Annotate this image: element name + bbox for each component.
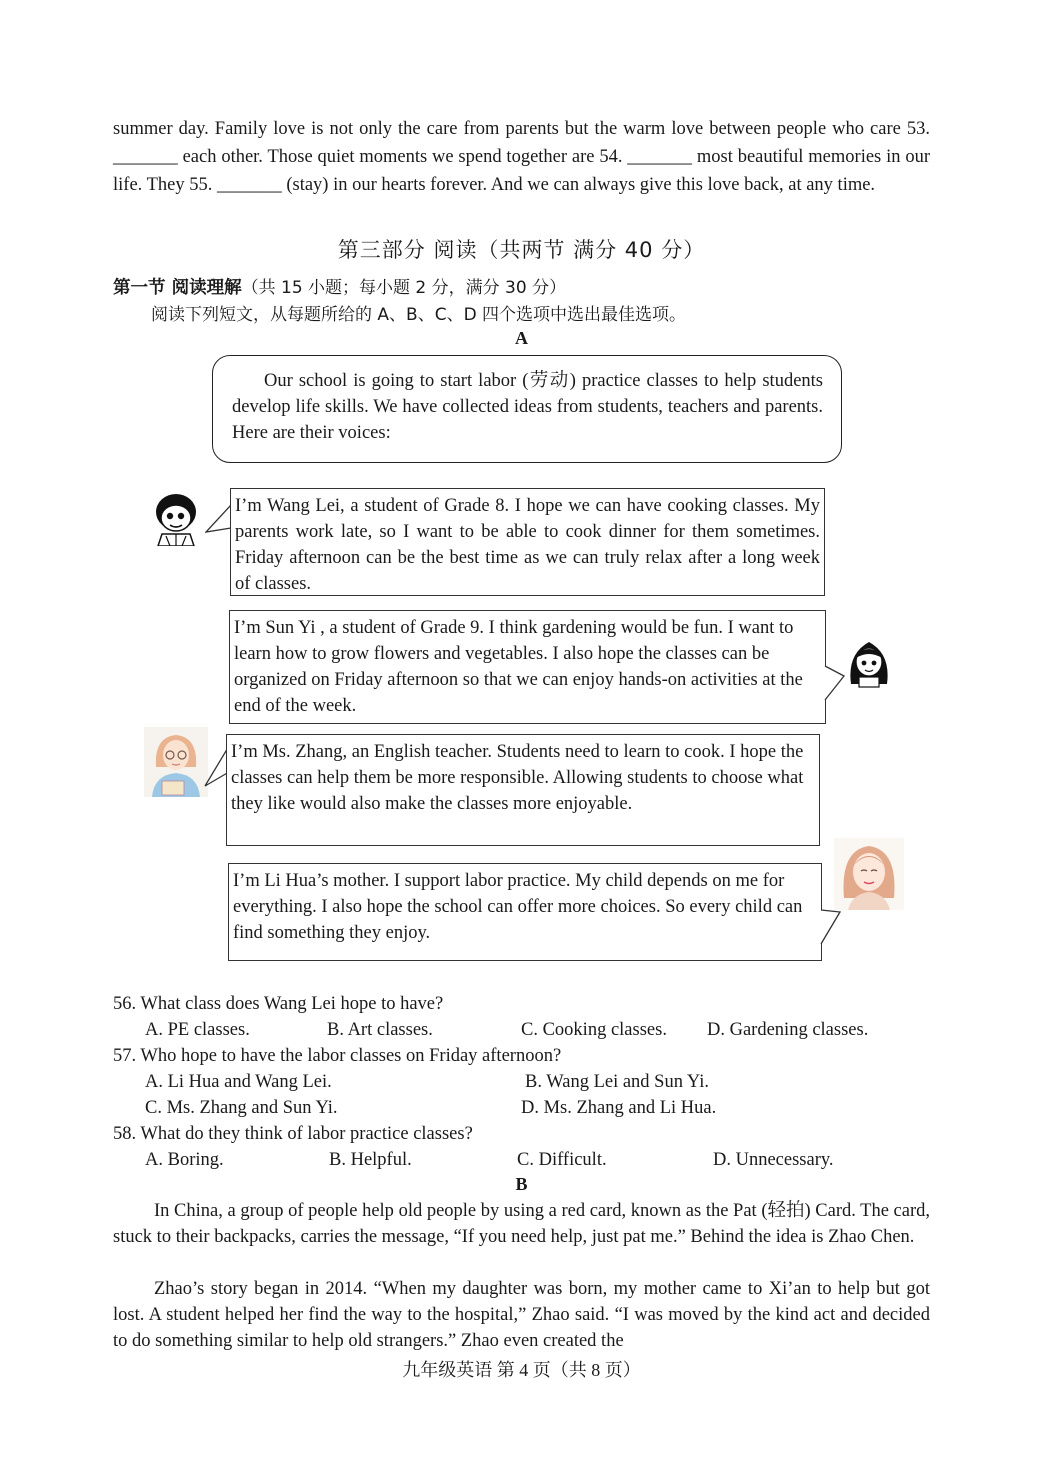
q58-option-a: A. Boring. [145,1150,224,1170]
q57-option-d: D. Ms. Zhang and Li Hua. [521,1098,717,1118]
passage-a-intro: Our school is going to start labor (劳动) practice classes to help students develop life skills. We have collected ideas from students, teachers and parents. Here are their voices: [212,355,842,463]
q58-option-c: C. Difficult. [517,1150,607,1170]
q57-option-c: C. Ms. Zhang and Sun Yi. [145,1098,338,1118]
q56-option-d: D. Gardening classes. [707,1020,869,1040]
voice-ms-zhang: I’m Ms. Zhang, an English teacher. Students need to learn to cook. I hope the classes can help them be more responsible. Allowing students to choose what they like would also make the classes more enjoyable. [226,734,820,846]
question-58: 58. What do they think of labor practice classes? [113,1124,473,1144]
q57-option-a: A. Li Hua and Wang Lei. [145,1072,332,1092]
section-note: （共 15 小题；每小题 2 分，满分 30 分） [241,278,567,298]
passage-b-paragraph-2: Zhao’s story began in 2014. “When my daughter was born, my mother came to Xi’an to help but got lost. A student helped her find the way to the hospital,” Zhao said. “I was moved by the kind act and decided to do something similar to help old strangers.” Zhao even created the [113,1279,930,1351]
boy-avatar-icon [152,490,204,546]
voice-li-hua-mother: I’m Li Hua’s mother. I support labor practice. My child depends on me for everything. I also hope the school can offer more choices. So every child can find something they enjoy. [228,863,822,961]
section-instruction: 阅读下列短文，从每题所给的 A、B、C、D 四个选项中选出最佳选项。 [151,305,687,325]
voice-sun-yi: I’m Sun Yi , a student of Grade 9. I think gardening would be fun. I want to learn how to grow flowers and vegetables. I also hope the classes can be organized on Friday afternoon so that we can enjoy hands-on activities at the end of the week. [229,610,826,724]
section-header [113,273,566,299]
teacher-avatar-icon [144,727,208,797]
passage-a-label: A [515,328,528,348]
page-footer: 九年级英语 第 4 页（共 8 页） [402,1360,641,1380]
question-57: 57. Who hope to have the labor classes on Friday afternoon? [113,1046,562,1066]
girl-avatar-icon [843,634,895,688]
passage-b-paragraph-1: In China, a group of people help old people by using a red card, known as the Pat (轻拍) Card. The card, stuck to their backpacks, carries the message, “If you need help, just pat me.” Behind the idea is Zhao Chen. [113,1201,930,1247]
bubble-tail-right-4 [820,904,842,948]
q56-option-b: B. Art classes. [327,1020,433,1040]
q56-option-c: C. Cooking classes. [521,1020,667,1040]
q58-option-b: B. Helpful. [329,1150,412,1170]
q58-option-d: D. Unnecessary. [713,1150,834,1170]
question-56: 56. What class does Wang Lei hope to have? [113,994,444,1014]
passage-b-label: B [515,1174,528,1194]
mother-avatar-icon [834,838,904,910]
section-title: 第一节 阅读理解 [113,278,242,298]
q56-option-a: A. PE classes. [145,1020,250,1040]
q57-option-b: B. Wang Lei and Sun Yi. [525,1072,710,1092]
top-paragraph: summer day. Family love is not only the care from parents but the warm love between people who care 53. _______ each other. Those quiet moments we spend together are 54. _______ most beautiful memories in our life. They 55. _______ (stay) in our hearts forever. And we can always give this love back, at any time. [113,119,930,195]
part-heading: 第三部分 阅读（共两节 满分 40 分） [337,238,706,262]
voice-wang-lei: I’m Wang Lei, a student of Grade 8. I hope we can have cooking classes. My parents work late, so I want to be able to cook dinner for them sometimes. Friday afternoon can be the best time as we can truly relax after a long week of classes. [230,488,825,596]
